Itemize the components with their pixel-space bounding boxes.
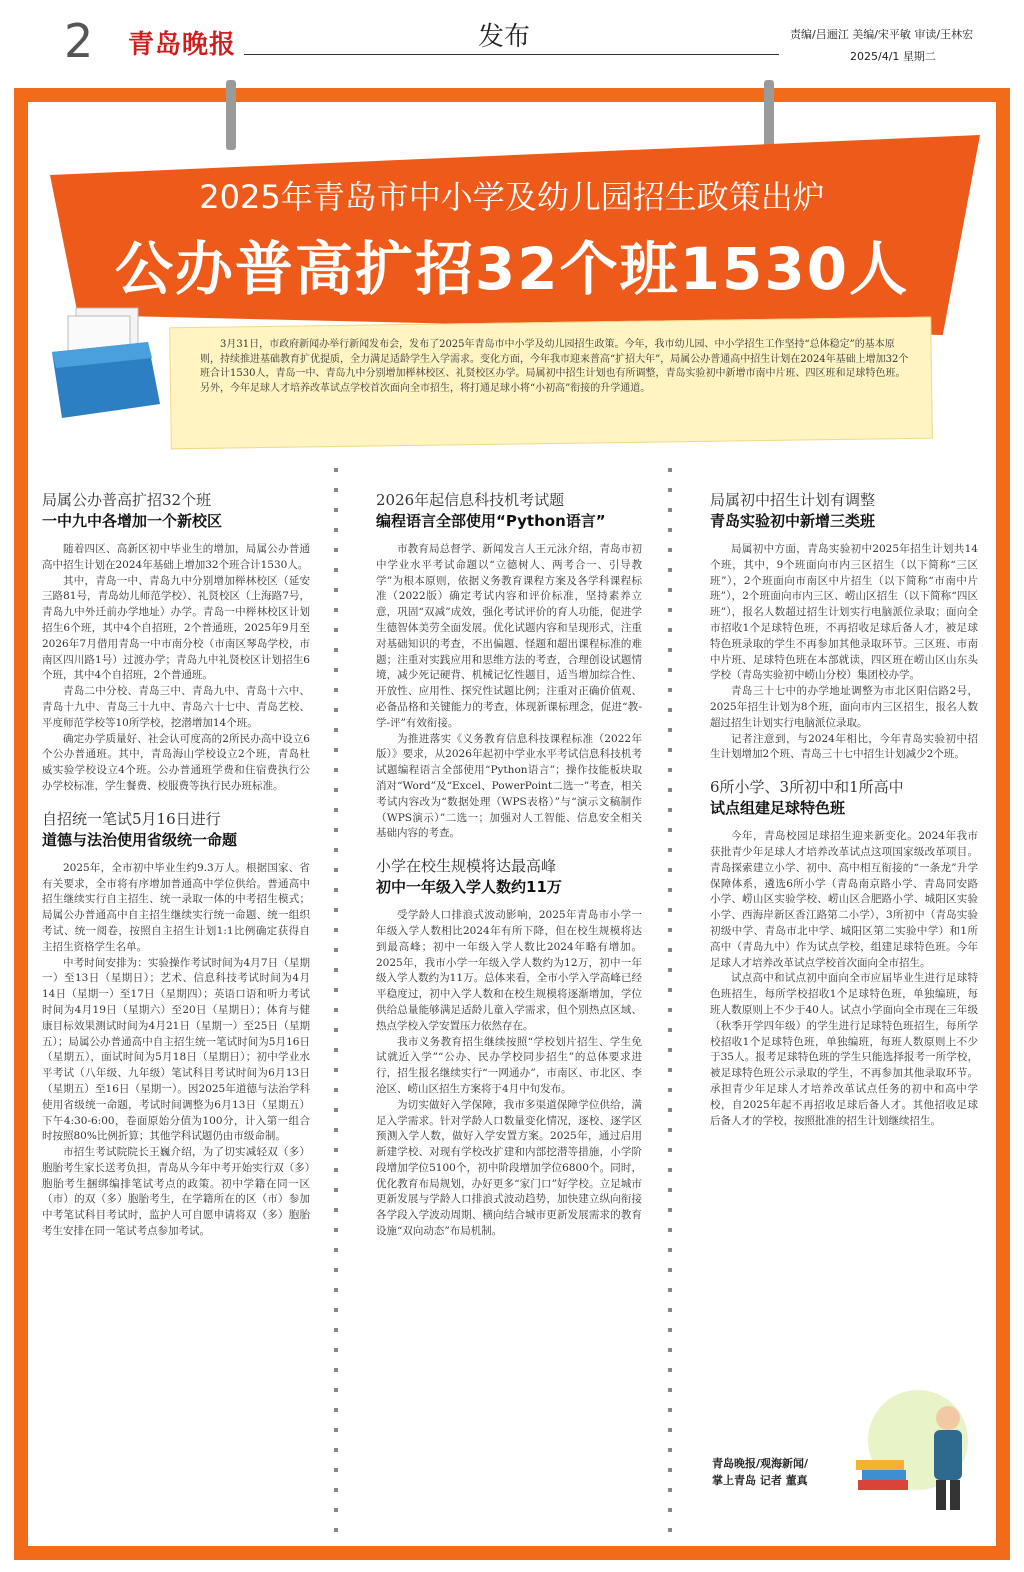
lead-paragraph: 3月31日，市政府新闻办举行新闻发布会，发布了2025年青岛市中小学及幼儿园招生政策。今年，我市幼儿园、中小学招生工作坚持“总体稳定”的基本原则，持续推进基础教育扩优提质，全力满足适龄学生入学需求。变化方面，今年我市迎来普高“扩招大年”，局属公办普通高中招生计划在2024年基础上增加32个班合计1530人，青岛一中、青岛九中分别增加榉林校区、礼贤校区办学。局属初中招生计划也有所调整，青岛实验初中新增市南中片班、四区班和足球特色班。另外，今年足球人才培养改革试点学校首次面向全市招生，将打通足球小将“小初高”衔接的升学通道。 <box>200 339 909 394</box>
masthead-logo: 青岛晚报 <box>128 30 237 60</box>
article-column-2 <box>376 490 642 1240</box>
editor-credits: 责编/吕逦江 美编/宋平敏 审读/王林宏 <box>790 28 974 41</box>
paragraph: 受学龄人口排浪式波动影响，2025年青岛市小学一年级入学人数相比2024年有所下降，但在校生规模将达到最高峰；初中一年级入学人数比2024年略有增加。2025年，我市小学一年级入学人数约为12万，初中一年级入学人数约为11万。总体来看，全市小学入学高峰已经平稳度过，初中入学人数和在校生规模将逐渐增加，学位供给总量能够满足适龄儿童入学需求，但个别热点区域、热点学校入学安置压力依然存在。 <box>376 909 642 1032</box>
paragraph: 今年，青岛校园足球招生迎来新变化。2024年我市获批青少年足球人才培养改革试点这项国家级改革项目。青岛探索建立小学、初中、高中相互衔接的“一条龙”升学保障体系，遴选6所小学（青岛南京路小学、青岛同安路小学、崂山区实验学校、崂山区合肥路小学、城阳区实验小学、西海岸新区香江路第二小学），3所初中（青岛实验初级中学、青岛市北中学、城阳区第二实验中学）和1所高中（青岛九中）作为试点学校，组建足球特色班。今年足球人才培养改革试点学校首次面向全市招生。 <box>710 830 978 969</box>
paragraph: 确定办学质量好、社会认可度高的2所民办高中设立6个公办普通班。其中，青岛海山学校设立2个班，青岛杜威实验学校设立4个班。公办普通班学费和住宿费执行公办学校标准，学生餐费、校服费等执行民办班标准。 <box>42 732 310 792</box>
paragraph: 2025年，全市初中毕业生约9.3万人。根据国家、省有关要求，全市将有序增加普通高中学位供给。普通高中招生继续实行自主招生、统一录取一体的中考招生模式；局属公办普通高中自主招生继续实行统一命题、统一组织考试、统一阅卷，按照自主招生计划1:1比例确定获得自主招生资格学生名单。 <box>42 861 310 953</box>
article-kicker: 6所小学、3所初中和1所高中 <box>710 778 904 797</box>
article-headline: 道德与法治使用省级统一命题 <box>42 830 238 849</box>
page-header <box>0 0 1024 70</box>
article-kicker: 自招统一笔试5月16日进行 <box>42 809 221 828</box>
hanger-bar <box>226 80 236 150</box>
paragraph: 局属初中方面，青岛实验初中2025年招生计划共14个班，其中，9个班面向市内三区招生（以下简称“三区班”），2个班面向市南区中片招生（以下简称“市南中片班”），2个班面向市内三区、崂山区招生（以下简称“四区班”），报名人数超过招生计划实行电脑派位录取；面向全市招收1个足球特色班，不再招收足球后备人才，被足球特色班录取的学生不再参加其他录取环节。三区班、市南中片班、足球特色班在本部就读，四区班在崂山区山东头学校（青岛实验初中崂山分校）集团校办学。 <box>710 543 978 682</box>
article-headline: 一中九中各增加一个新校区 <box>42 512 223 530</box>
article-kicker: 局属公办普高扩招32个班 <box>42 491 212 509</box>
paragraph: 青岛三十七中的办学地址调整为市北区阳信路2号，2025年招生计划为8个班，面向市内三区招生，报名人数超过招生计划实行电脑派位录取。 <box>710 685 978 729</box>
article-headline: 初中一年级入学人数约11万 <box>376 878 562 897</box>
paragraph: 记者注意到，与2024年相比，今年青岛实验初中招生计划增加2个班、青岛三十七中招生计划减少2个班。 <box>710 732 978 761</box>
article-kicker: 局属初中招生计划有调整 <box>710 491 876 509</box>
page-number: 2 <box>64 14 94 68</box>
paragraph: 我市义务教育招生继续按照“学校划片招生、学生免试就近入学”“公办、民办学校同步招生”的总体要求进行，招生报名继续实行“一网通办”，市南区、市北区、李沧区、崂山区招生方案将于4月中旬发布。 <box>376 1035 642 1095</box>
paragraph: 为切实做好入学保障，我市多渠道保障学位供给，满足入学需求。针对学龄人口数量变化情况，逐校、逐学区预测入学人数，做好入学安置方案。2025年，通过启用新建学校、对现有学校改扩建和内部挖潜等措施，小学阶段增加学位5100个，初中阶段增加学位6800个。同时，优化教育布局规划，办好更多“家门口”好学校。立足城市更新发展与学龄人口排浪式波动趋势，加快建立纵向衔接各学段入学波动周期、横向结合城市更新发展需求的教育设施“双向动态”布局机制。 <box>376 1098 642 1238</box>
banner-subtitle: 2025年青岛市中小学及幼儿园招生政策出炉 <box>199 178 825 216</box>
teacher-books-illustration <box>848 1380 988 1520</box>
column-divider <box>668 468 672 1538</box>
paragraph: 市招生考试院院长王巍介绍，为了切实减轻双（多）胞胎考生家长送考负担，青岛从今年中考开始实行双（多）胞胎考生捆绑编排笔试考点的政策。初中学籍在同一区（市）的双（多）胞胎考生，在学籍所在的区（市）参加中考笔试科目考试时，监护人可自愿申请将双（多）胞胎考生安排在同一笔试考点参加考试。 <box>42 1146 310 1238</box>
article-headline: 试点组建足球特色班 <box>710 799 846 818</box>
paragraph: 中考时间安排为：实验操作考试时间为4月7日（星期一）至13日（星期日）；艺术、信息科技考试时间为4月14日（星期一）至17日（星期四）；英语口语和听力考试时间为4月19日（星期六）至20日（星期日）；体育与健康目标效果测试时间为4月21日（星期一）至25日（星期五）；局属公办普通高中自主招生统一笔试时间为5月16日（星期五），面试时间为5月18日（星期日）；初中学业水平考试（八年级、九年级）笔试科目考试时间为6月13日（星期五）至16日（星期一）。因2025年道德与法治学科使用省级统一命题，考试时间调整为6月13日（星期五）下午4:30-6:00，卷面原始分值为100分，计入第一组合时按照80%比例折算；其他学科试题仍由市级命制。 <box>42 956 310 1143</box>
column-divider <box>334 468 338 1538</box>
issue-date: 2025/4/1 星期二 <box>850 50 936 63</box>
paragraph: 为推进落实《义务教育信息科技课程标准（2022年版）》要求，从2026年起初中学业水平考试信息科技机考试题编程语言全部使用“Python语言”；操作技能板块取消对“Word”及“Excel、PowerPoint二选一”考查，相关考试内容改为“数据处理（WPS表格）”与“演示文稿制作（WPS演示）”二选一；加强对人工智能、信息安全相关基础内容的考查。 <box>376 732 642 840</box>
article-kicker: 小学在校生规模将达最高峰 <box>376 857 557 876</box>
paragraph: 其中，青岛一中、青岛九中分别增加榉林校区（延安三路81号，青岛幼儿师范学校）、礼贤校区（上海路7号，青岛九中外迁前办学地址）办学。青岛一中榉林校区计划招生6个班，其中4个自招班，2个普通班，2025年9月至2026年7月借用青岛一中市南分校（市南区琴岛学校，市南区四川路1号）过渡办学；青岛九中礼贤校区计划招生6个班，其中4个自招班，2个普通班。 <box>42 574 310 682</box>
paragraph: 随着四区、高新区初中毕业生的增加，局属公办普通高中招生计划在2024年基础上增加32个班合计1530人。 <box>42 543 310 571</box>
article-headline: 青岛实验初中新增三类班 <box>710 512 876 530</box>
article-column-1 <box>42 490 310 1240</box>
header-rule <box>244 54 779 55</box>
folder-icon <box>48 300 163 420</box>
paragraph: 市教育局总督学、新闻发言人王元泳介绍，青岛市初中学业水平考试命题以“立德树人、两考合一、引导教学”为根本原则，依据义务教育课程方案及各学科课程标准（2022版）确定考试内容和评价标准，坚持素养立意，巩固“双减”成效，强化考试评价的育人功能，促进学生德智体美劳全面发展。优化试题内容和呈现形式，注重对基础知识的考查，不出偏题、怪题和超出课程标准的难题；注重对实践应用和思维方法的考查，合理创设试题情境，减少死记硬背、机械记忆性题目，适当增加综合性、开放性、应用性、探究性试题比例；注重对正确价值观、必备品格和关键能力的考查，体现新课标理念，促进“教-学-评”有效衔接。 <box>376 543 642 729</box>
hanger-bar <box>764 80 774 150</box>
article-headline: 编程语言全部使用“Python语言” <box>376 512 606 530</box>
section-title: 发布 <box>478 22 531 52</box>
byline: 青岛晚报/观海新闻/掌上青岛 记者 董真 <box>712 1457 809 1487</box>
article-column-3 <box>710 490 978 1129</box>
banner-title: 公办普高扩招32个班1530人 <box>114 235 910 303</box>
paragraph: 青岛二中分校、青岛三中、青岛九中、青岛十六中、青岛十九中、青岛三十九中、青岛六十七中、青岛艺校、平度师范学校等10所学校，挖潜增加14个班。 <box>42 685 310 729</box>
article-kicker: 2026年起信息科技机考试题 <box>376 491 565 509</box>
paragraph: 试点高中和试点初中面向全市应届毕业生进行足球特色班招生，每所学校招收1个足球特色班，单独编班，每班人数原则上不少于40人。试点小学面向全市现在三年级（秋季开学四年级）的学生进行足球特色班招生，每所学校招收1个足球特色班，单独编班，每班人数原则上不少于35人。报考足球特色班的学生只能选择报考一所学校，被足球特色班公示录取的学生，不再参加其他录取环节。承担青少年足球人才培养改革试点任务的初中和高中学校，自2025年起不再招收足球后备人才。其他招收足球后备人才的学校，按照批准的招生计划继续招生。 <box>710 972 978 1127</box>
